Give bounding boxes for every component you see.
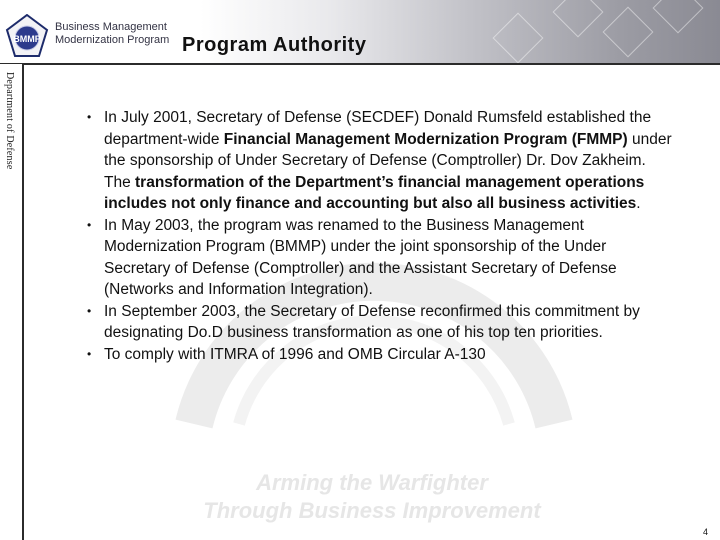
watermark-line2: Through Business Improvement xyxy=(203,498,541,523)
org-name xyxy=(55,21,169,47)
org-name-line2: Modernization Program xyxy=(55,34,170,46)
bullet-list xyxy=(84,107,674,365)
bullet-text-bold: Financial Management Modernization Program (FMMP) xyxy=(223,130,628,148)
left-divider xyxy=(22,64,24,540)
bullet-text: In July 2001, Secretary of Defense (SECDEF) Donald Rumsfeld established the department-wide xyxy=(104,109,652,148)
bullet-marker: • xyxy=(87,346,92,361)
bullet-text-bold: transformation of the Department’s financial management operations includes not only finance and accounting but also all business activities xyxy=(104,173,645,212)
watermark-line1: Arming the Warfighter xyxy=(256,470,488,495)
bullet-item xyxy=(84,215,674,301)
bullet-text: under the sponsorship of Under Secretary of Defense (Comptroller) Dr. Dov Zakheim. The xyxy=(104,130,672,191)
bullet-marker: • xyxy=(87,303,92,318)
org-name-line1: Business Management xyxy=(55,21,167,33)
bullet-text: In May 2003, the program was renamed to the Business Management Modernization Program (BMMP) under the joint sponsorship of the Under Secretary of Defense (Comptroller) and the Assistant Secretary of Defense (Networks and Information Integration). xyxy=(104,216,617,298)
bullet-item xyxy=(84,344,674,366)
page-number: 4 xyxy=(703,527,709,537)
bullet-item xyxy=(84,107,674,215)
header-divider xyxy=(0,63,720,65)
bullet-text: . xyxy=(636,195,641,212)
bullet-marker: • xyxy=(87,110,92,124)
bullet-marker: • xyxy=(87,217,92,232)
bullet-text: To comply with ITMRA of 1996 and OMB Circular A-130 xyxy=(104,345,486,363)
department-label: Department of Defense xyxy=(4,72,15,170)
logo-text: BMMP xyxy=(13,34,41,44)
bullet-item xyxy=(84,301,674,344)
bmmp-logo-icon xyxy=(5,14,49,58)
page-title: Program Authority xyxy=(182,34,367,56)
bullet-text: In September 2003, the Secretary of Defense reconfirmed this commitment by designating Do.D business transformation as one of his top ten priorities. xyxy=(104,302,640,341)
